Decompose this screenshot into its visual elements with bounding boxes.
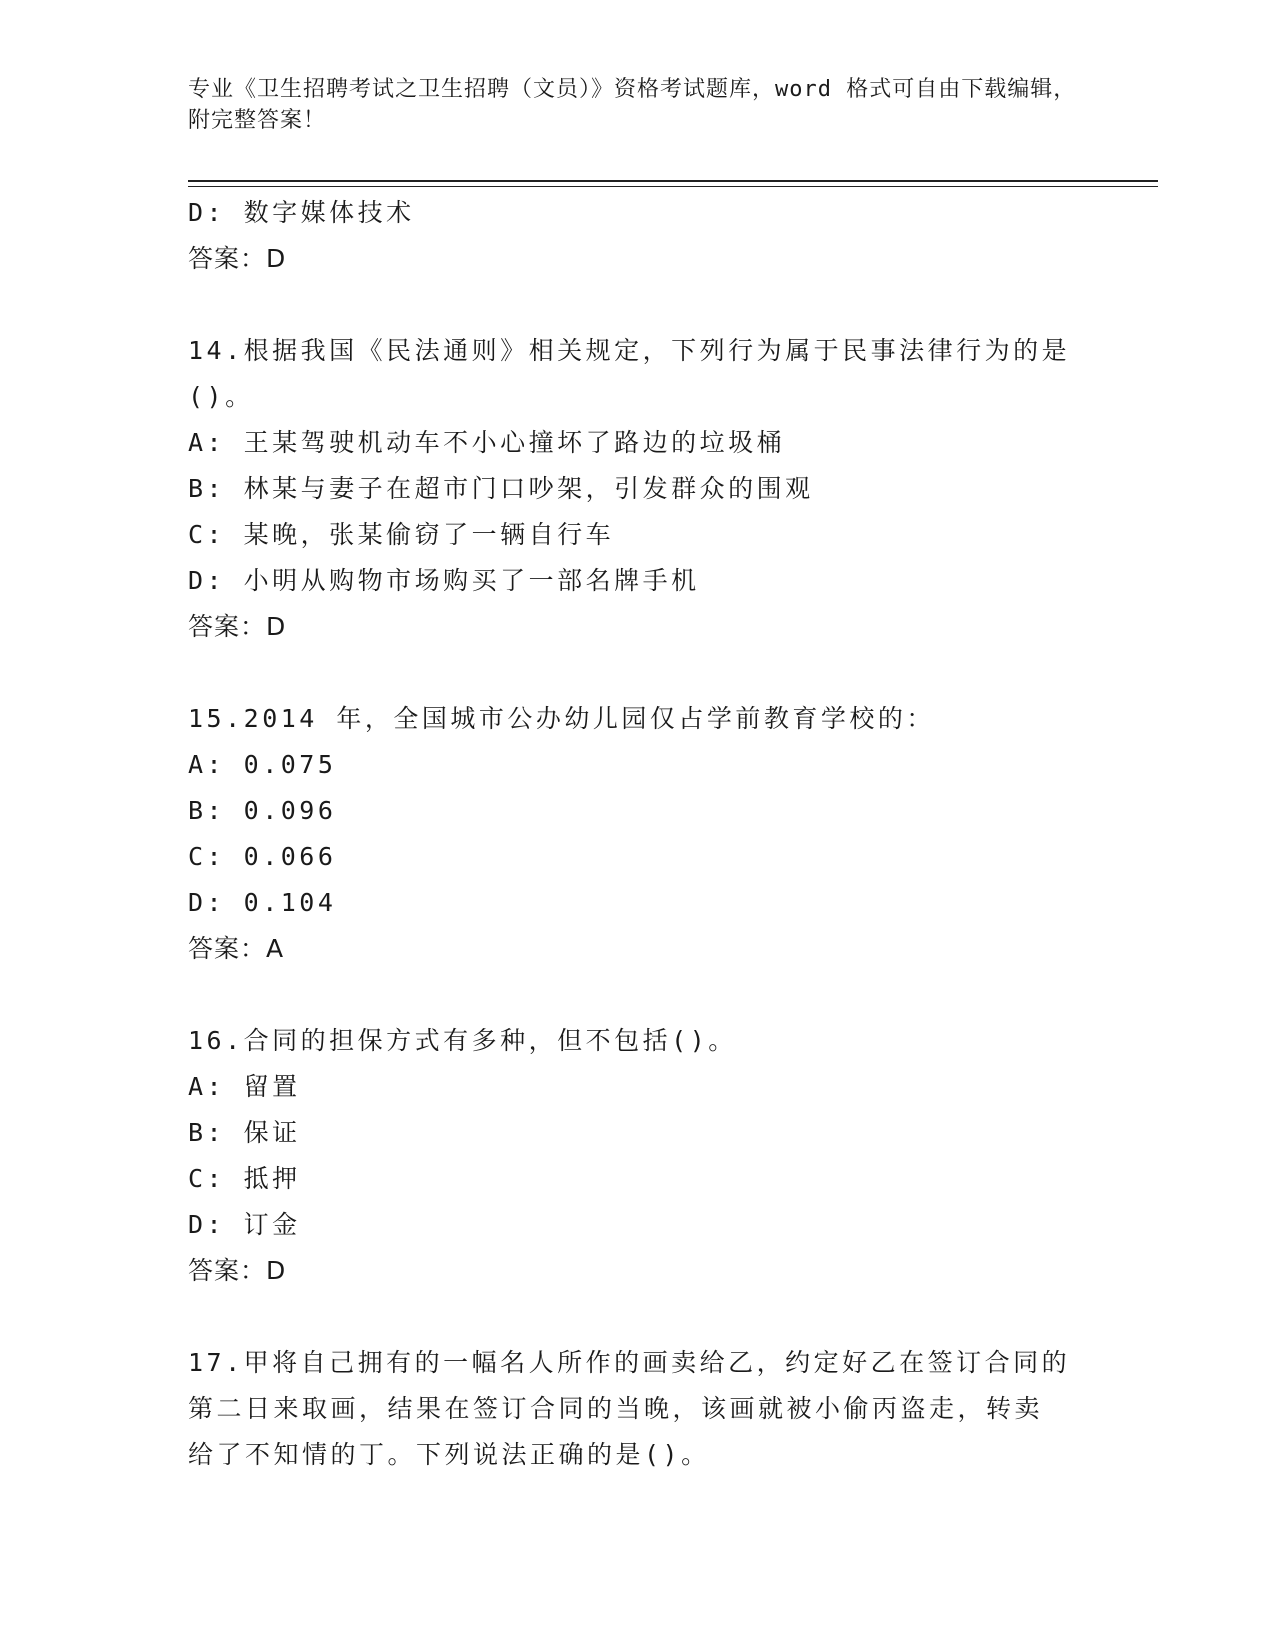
question-16-answer: 答案：D	[188, 1256, 287, 1285]
spacer	[188, 282, 1088, 328]
question-14-answer: 答案：D	[188, 612, 287, 641]
spacer	[188, 972, 1088, 1018]
question-15-option-a: A: 0.075	[188, 750, 337, 779]
question-14-option-a: A: 王某驾驶机动车不小心撞坏了路边的垃圾桶	[188, 428, 786, 457]
question-15-option-c: C: 0.066	[188, 842, 337, 871]
question-17-text-line3: 给了不知情的丁。下列说法正确的是()。	[188, 1440, 710, 1469]
question-16-text-line1: 16.合同的担保方式有多种，但不包括()。	[188, 1026, 737, 1055]
question-16-option-a: A: 留置	[188, 1072, 301, 1101]
header-rule-thin	[188, 186, 1158, 187]
spacer	[188, 650, 1088, 696]
question-14-option-d: D: 小明从购物市场购买了一部名牌手机	[188, 566, 700, 595]
question-14-text-line2: ()。	[188, 382, 254, 411]
question-15-text-line1: 15.2014 年，全国城市公办幼儿园仅占学前教育学校的：	[188, 704, 935, 733]
question-14-option-c: C: 某晚，张某偷窃了一辆自行车	[188, 520, 615, 549]
document-body	[188, 190, 1088, 1478]
question-14-option-b: B: 林某与妻子在超市门口吵架，引发群众的围观	[188, 474, 814, 503]
question-15-option-d: D: 0.104	[188, 888, 337, 917]
spacer	[188, 1294, 1088, 1340]
question-17-text-line2: 第二日来取画，结果在签订合同的当晚，该画就被小偷丙盗走，转卖	[188, 1394, 1044, 1423]
document-header	[188, 74, 1088, 136]
question-15-answer: 答案：A	[188, 934, 285, 963]
question-17-text-line1: 17.甲将自己拥有的一幅名人所作的画卖给乙，约定好乙在签订合同的	[188, 1348, 1071, 1377]
question-16-option-b: B: 保证	[188, 1118, 301, 1147]
prev-option-d: D: 数字媒体技术	[188, 198, 415, 227]
question-16-option-d: D: 订金	[188, 1210, 301, 1239]
question-14-text-line1: 14.根据我国《民法通则》相关规定，下列行为属于民事法律行为的是	[188, 336, 1071, 365]
prev-answer: 答案：D	[188, 244, 287, 273]
header-title: 专业《卫生招聘考试之卫生招聘（文员）》资格考试题库，word 格式可自由下载编辑，附完整答案！	[188, 77, 1077, 133]
question-15-option-b: B: 0.096	[188, 796, 337, 825]
question-16-option-c: C: 抵押	[188, 1164, 301, 1193]
header-rule-thick	[188, 180, 1158, 182]
